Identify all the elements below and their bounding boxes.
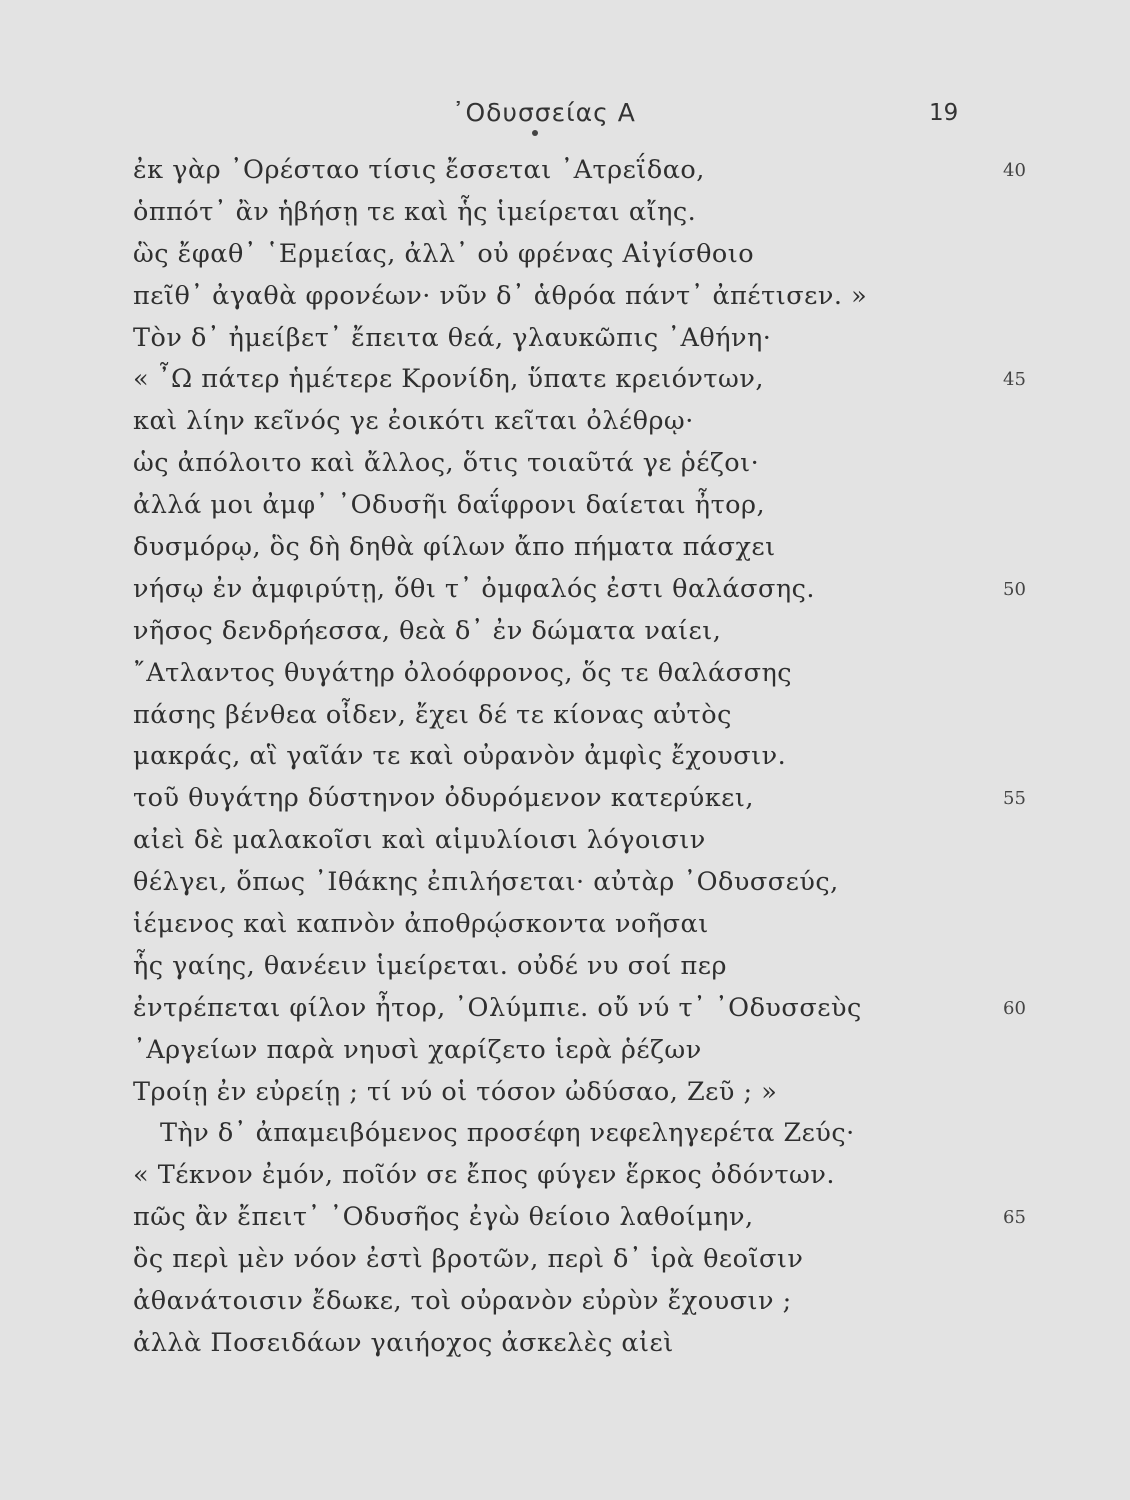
line-number: 40: [1003, 160, 1026, 181]
verse-line-text: μακράς, αἳ γαῖάν τε καὶ οὐρανὸν ἀμφὶς ἔχουσιν.: [133, 741, 787, 772]
ornament-dot: [532, 130, 538, 136]
verse-line-text: ῎Ατλαντος θυγάτηρ ὀλοόφρονος, ὅς τε θαλάσσης: [133, 657, 793, 688]
verse-line: [0, 1323, 1130, 1365]
verse-line: [0, 988, 1130, 1030]
running-head-title: ᾿Οδυσσείας Α: [452, 98, 636, 127]
verse-line-text: ἀλλὰ Ποσειδάων γαιήοχος ἀσκελὲς αἰεὶ: [133, 1327, 674, 1358]
verse-line: [0, 1113, 1130, 1155]
verse-line-text: ὃς περὶ μὲν νόον ἐστὶ βροτῶν, περὶ δ᾿ ἱρὰ θεοῖσιν: [133, 1244, 804, 1275]
verse-line: [0, 401, 1130, 443]
verse-line: [0, 611, 1130, 653]
verse-line: [0, 1239, 1130, 1281]
verse-line-text: ἐκ γὰρ ᾿Ορέσταο τίσις ἔσσεται ᾿Ατρεΐδαο,: [133, 155, 705, 185]
verse-line: [0, 862, 1130, 904]
verse-line: [0, 569, 1130, 611]
verse-line: [0, 904, 1130, 946]
verse-line: [0, 653, 1130, 695]
verse-text-block: [0, 150, 1130, 1365]
verse-line: [0, 1072, 1130, 1114]
running-head: [0, 98, 1130, 138]
verse-line-text: θέλγει, ὅπως ᾿Ιθάκης ἐπιλήσεται· αὐτὰρ ᾿Οδυσσεύς,: [133, 867, 839, 898]
page-number: 19: [929, 100, 959, 126]
verse-line: [0, 359, 1130, 401]
verse-line-text: ὁππότ᾿ ἂν ἡβήσῃ τε καὶ ἧς ἱμείρεται αἴης.: [133, 196, 697, 227]
verse-line: [0, 946, 1130, 988]
verse-line: [0, 443, 1130, 485]
verse-line: [0, 234, 1130, 276]
verse-line-text: αἰεὶ δὲ μαλακοῖσι καὶ αἱμυλίοισι λόγοισιν: [133, 825, 706, 856]
verse-line: [0, 1197, 1130, 1239]
line-number: 55: [1003, 788, 1026, 810]
verse-line: [0, 1030, 1130, 1072]
verse-line-text: ἱέμενος καὶ καπνὸν ἀποθρῴσκοντα νοῆσαι: [133, 909, 709, 940]
verse-line-text: Τὸν δ᾿ ἠμείβετ᾿ ἔπειτα θεά, γλαυκῶπις ᾿Αθήνη·: [133, 322, 772, 353]
verse-line: [0, 778, 1130, 820]
verse-line-text: ἐντρέπεται φίλον ἦτορ, ᾿Ολύμπιε. οὔ νύ τ᾿ ᾿Οδυσσεὺς: [133, 992, 862, 1023]
verse-line: [0, 485, 1130, 527]
line-number: 65: [1003, 1207, 1026, 1229]
verse-line-text: ἀλλά μοι ἀμφ᾿ ᾿Οδυσῆι δαΐφρονι δαίεται ἦτορ,: [133, 490, 766, 521]
verse-line-text: νήσῳ ἐν ἀμφιρύτῃ, ὅθι τ᾿ ὀμφαλός ἐστι θαλάσσης.: [133, 573, 816, 604]
verse-line: [0, 695, 1130, 737]
verse-line: [0, 150, 1130, 192]
verse-line-text: ὡς ἀπόλοιτο καὶ ἄλλος, ὅτις τοιαῦτά γε ῥέζοι·: [133, 448, 760, 479]
verse-line-text: πάσης βένθεα οἶδεν, ἔχει δέ τε κίονας αὐτὸς: [133, 699, 732, 730]
verse-line: [0, 192, 1130, 234]
verse-line-text: δυσμόρῳ, ὃς δὴ δηθὰ φίλων ἄπο πήματα πάσχει: [133, 532, 776, 563]
verse-line: [0, 820, 1130, 862]
line-number: 45: [1003, 369, 1026, 391]
verse-line-text: « ῏Ω πάτερ ἡμέτερε Κρονίδη, ὕπατε κρειόντων,: [133, 364, 764, 395]
verse-line-text: Τροίῃ ἐν εὐρείῃ ; τί νύ οἱ τόσον ὠδύσαο, Ζεῦ ; »: [133, 1076, 778, 1107]
verse-line: [0, 318, 1130, 360]
verse-line: [0, 1155, 1130, 1197]
verse-line: [0, 527, 1130, 569]
verse-line-text: ἀθανάτοισιν ἔδωκε, τοὶ οὐρανὸν εὐρὺν ἔχουσιν ;: [133, 1286, 792, 1317]
verse-line-text: πῶς ἂν ἔπειτ᾿ ᾿Οδυσῆος ἐγὼ θείοιο λαθοίμην,: [133, 1202, 754, 1233]
line-number: 60: [1003, 997, 1026, 1019]
verse-line: [0, 1281, 1130, 1323]
verse-line-text: τοῦ θυγάτηρ δύστηνον ὀδυρόμενον κατερύκει,: [133, 783, 754, 814]
verse-line: [0, 736, 1130, 778]
verse-line-text: Τὴν δ᾿ ἀπαμειβόμενος προσέφη νεφεληγερέτα Ζεύς·: [160, 1118, 855, 1149]
verse-line-text: καὶ λίην κεῖνός γε ἐοικότι κεῖται ὀλέθρῳ·: [133, 406, 694, 437]
verse-line-text: ᾿Αργείων παρὰ νηυσὶ χαρίζετο ἱερὰ ῥέζων: [133, 1034, 702, 1065]
verse-line: [0, 276, 1130, 318]
verse-line-text: νῆσος δενδρήεσσα, θεὰ δ᾿ ἐν δώματα ναίει,: [133, 615, 722, 646]
verse-line-text: ἧς γαίης, θανέειν ἱμείρεται. οὐδέ νυ σοί περ: [133, 950, 727, 981]
verse-line-text: πεῖθ᾿ ἀγαθὰ φρονέων· νῦν δ᾿ ἁθρόα πάντ᾿ ἀπέτισεν. »: [133, 280, 868, 311]
verse-line-text: ὣς ἔφαθ᾿ ῾Ερμείας, ἀλλ᾿ οὐ φρένας Αἰγίσθοιο: [133, 238, 755, 269]
verse-line-text: « Τέκνον ἐμόν, ποῖόν σε ἔπος φύγεν ἕρκος ὀδόντων.: [133, 1160, 835, 1191]
line-number: 50: [1003, 578, 1026, 600]
